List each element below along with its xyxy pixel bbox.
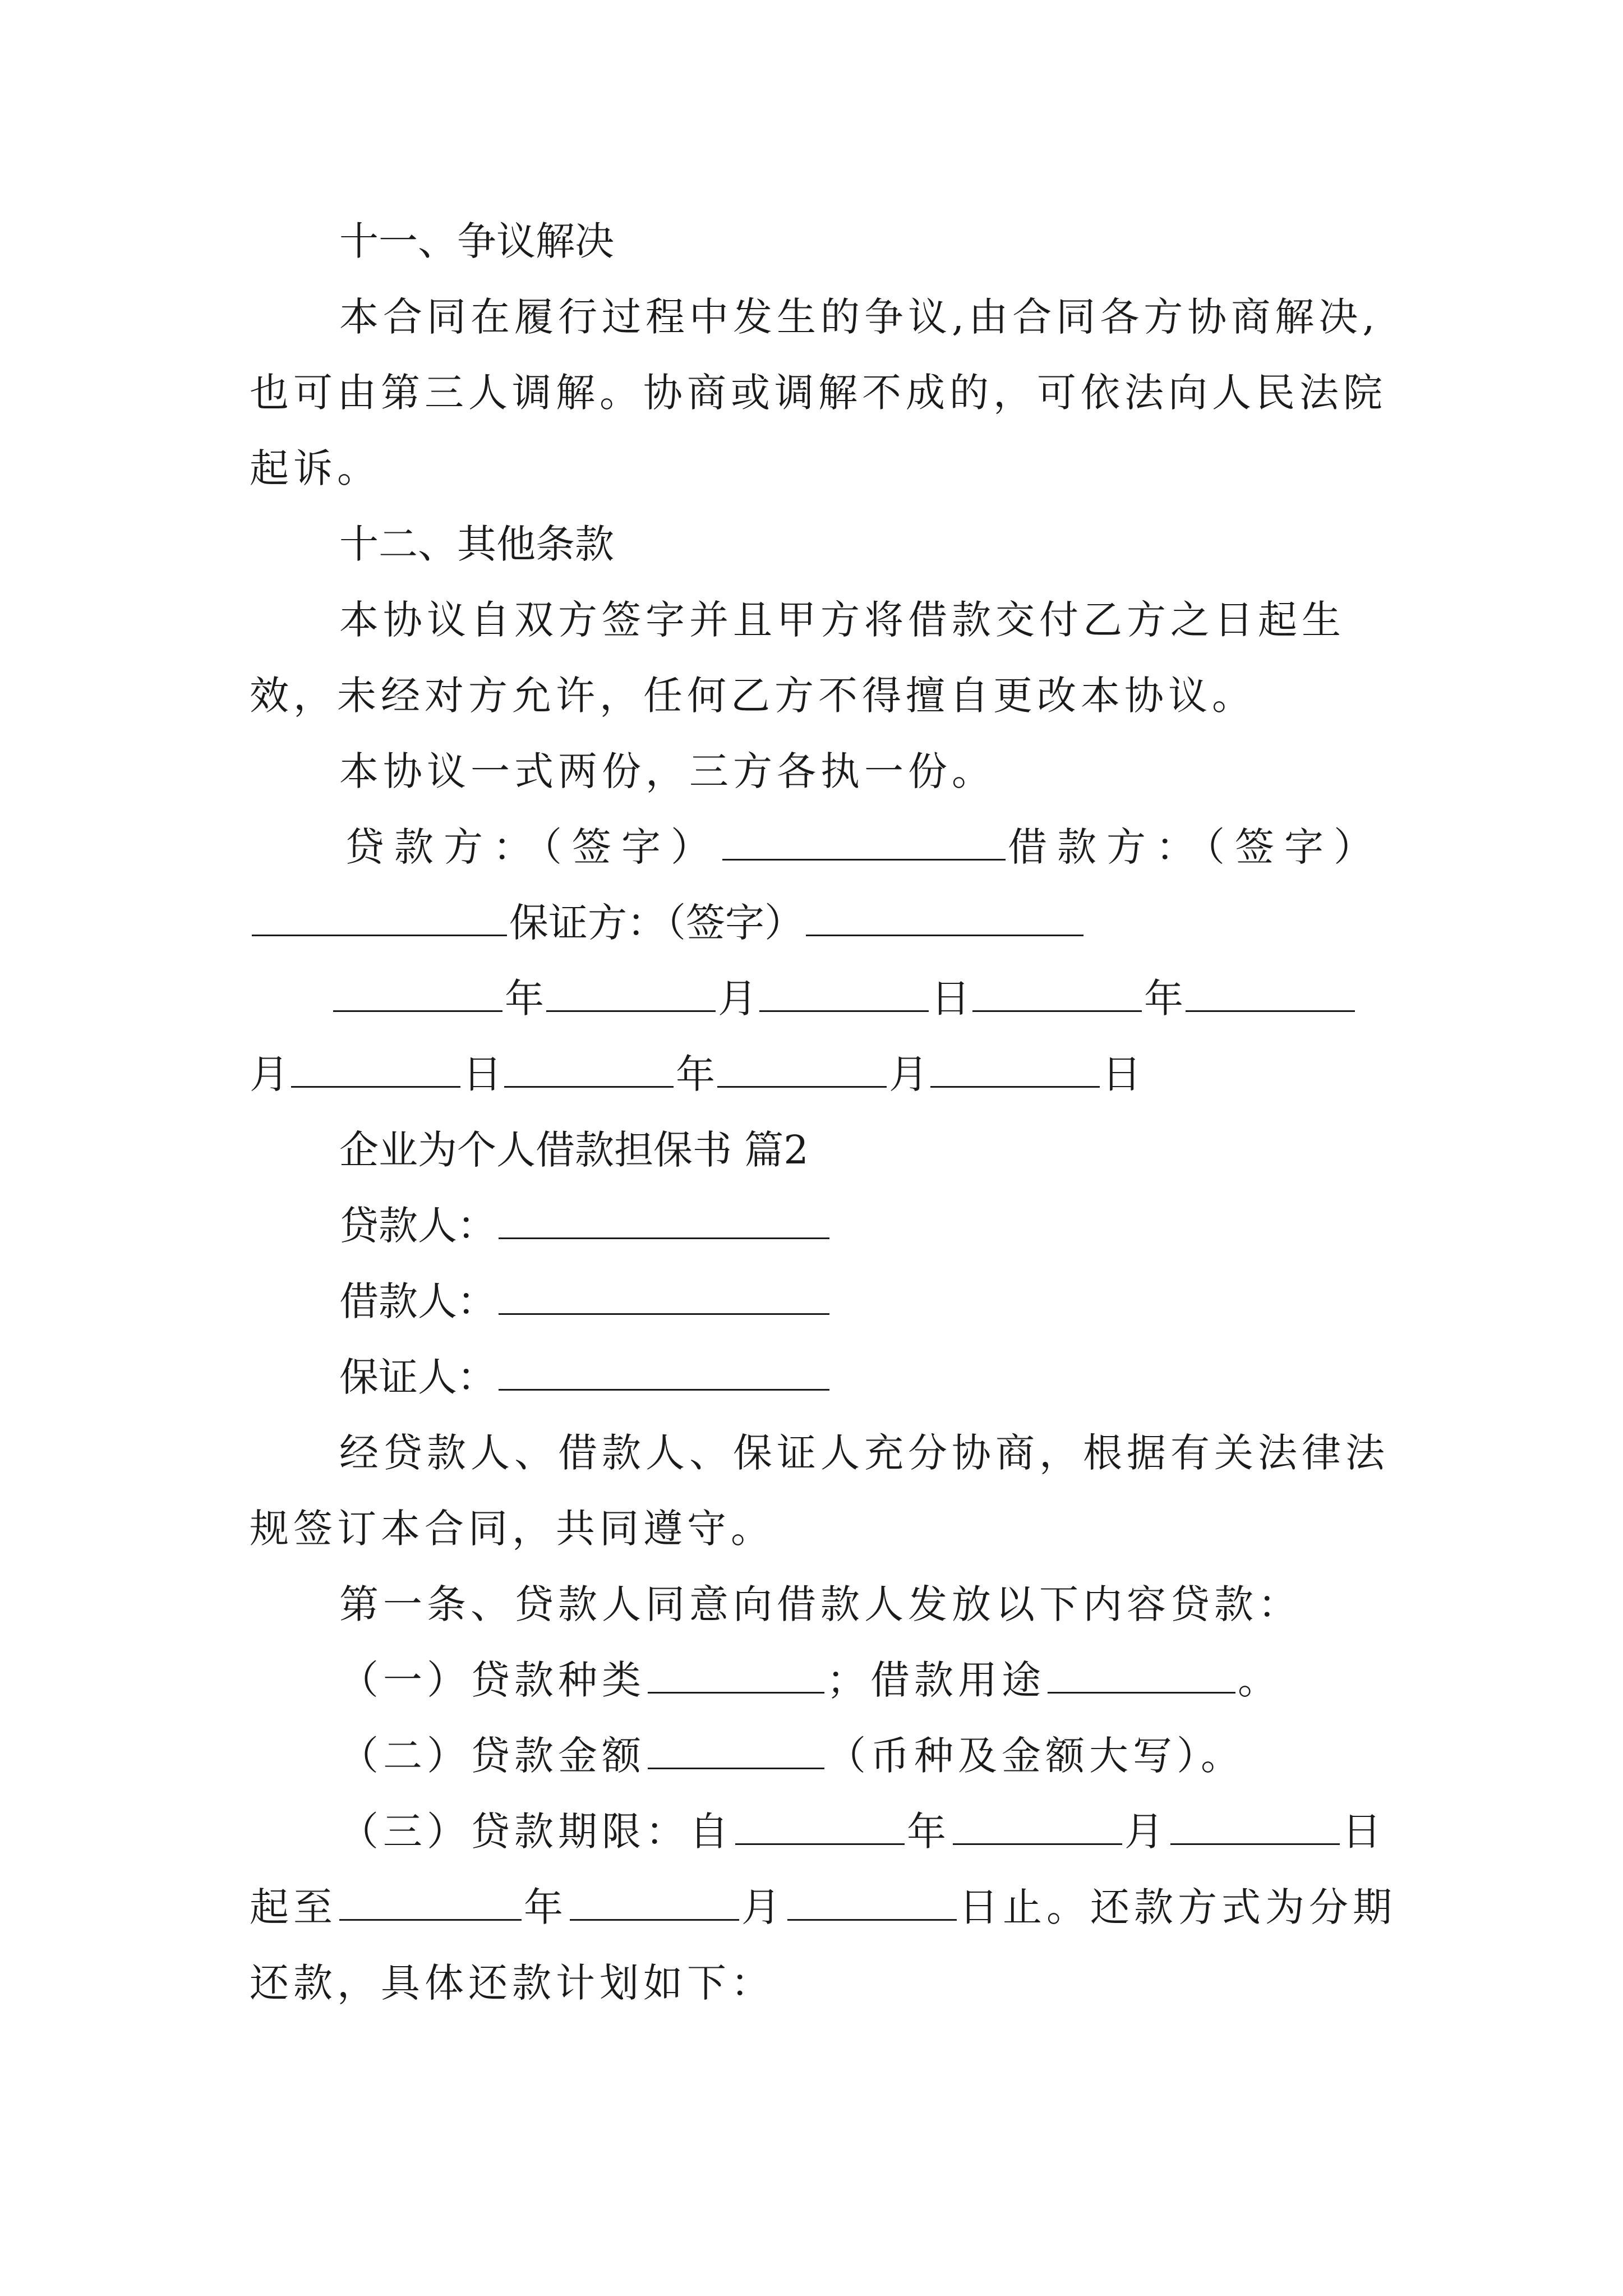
- day-label: 日: [931, 976, 970, 1022]
- loan-purpose-end: 。: [1238, 1657, 1281, 1703]
- section-12-heading: 十二、其他条款: [339, 521, 614, 567]
- date-blank[interactable]: [333, 979, 502, 1012]
- borrower-signature-label: 借款方：（签字）: [1008, 824, 1383, 870]
- date-blank[interactable]: [787, 1888, 957, 1921]
- year-label: 年: [524, 1884, 568, 1930]
- loan-type-line: [339, 1657, 1281, 1703]
- date-blank[interactable]: [759, 979, 929, 1012]
- lender-party-label: 贷款人：: [339, 1203, 496, 1249]
- date-blank[interactable]: [735, 1812, 905, 1845]
- date-line-1: [331, 976, 1357, 1022]
- lender-party-line: [339, 1203, 832, 1249]
- section-12-paragraph-line-1: 本协议自双方签字并且甲方将借款交付乙方之日起生: [339, 597, 1345, 643]
- date-blank[interactable]: [1186, 979, 1355, 1012]
- year-label: 年: [676, 1051, 715, 1097]
- intro-paragraph-line-1: 经贷款人、借款人、保证人充分协商，根据有关法律法: [339, 1430, 1389, 1476]
- copies-statement: 本协议一式两份，三方各执一份。: [339, 748, 995, 794]
- day-label: 日: [463, 1051, 502, 1097]
- loan-amount-note: （币种及金额大写）。: [827, 1733, 1244, 1779]
- date-blank[interactable]: [291, 1055, 460, 1088]
- month-label: 月: [741, 1884, 785, 1930]
- loan-term-from-label: 起至: [250, 1884, 337, 1930]
- month-label: 月: [889, 1051, 928, 1097]
- year-label: 年: [505, 976, 544, 1022]
- section-11-paragraph-line-3: 起诉。: [250, 445, 381, 491]
- repayment-method-text: 日止。还款方式为分期: [959, 1884, 1396, 1930]
- date-blank[interactable]: [570, 1888, 739, 1921]
- section-11-paragraph-line-2: 也可由第三人调解。协商或调解不成的，可依法向人民法院: [250, 370, 1387, 416]
- guarantor-party-line: [339, 1354, 832, 1400]
- date-blank[interactable]: [930, 1055, 1100, 1088]
- year-label: 年: [1144, 976, 1183, 1022]
- loan-type-label: （一）贷款种类: [339, 1657, 645, 1703]
- year-label: 年: [907, 1809, 951, 1855]
- loan-term-continued-line: [250, 1884, 1396, 1930]
- article-1-heading: 第一条、贷款人同意向借款人发放以下内容贷款：: [339, 1581, 1302, 1627]
- guarantor-signature-blank[interactable]: [806, 903, 1083, 936]
- loan-amount-line: [339, 1733, 1244, 1779]
- month-label: 月: [250, 1051, 289, 1097]
- date-blank[interactable]: [339, 1888, 522, 1921]
- borrower-signature-blank[interactable]: [252, 903, 507, 936]
- loan-amount-label: （二）贷款金额: [339, 1733, 645, 1779]
- date-blank[interactable]: [717, 1055, 887, 1088]
- part-2-title: 企业为个人借款担保书 篇2: [339, 1127, 809, 1173]
- repayment-plan-line: 还款，具体还款计划如下：: [250, 1960, 774, 2006]
- lender-signature-label: 贷款方：（签字）: [345, 824, 720, 870]
- day-label: 日: [1102, 1051, 1141, 1097]
- signature-line-2: [250, 900, 1086, 946]
- lender-party-blank[interactable]: [499, 1206, 829, 1239]
- date-line-2: [250, 1051, 1141, 1097]
- date-blank[interactable]: [504, 1055, 674, 1088]
- day-label: 日: [1342, 1809, 1386, 1855]
- loan-purpose-label: ；借款用途: [827, 1657, 1045, 1703]
- borrower-party-line: [339, 1278, 832, 1324]
- lender-signature-blank[interactable]: [722, 827, 1006, 861]
- borrower-party-blank[interactable]: [499, 1282, 829, 1315]
- guarantor-signature-label: 保证方：（签字）: [509, 900, 804, 946]
- section-11-heading: 十一、争议解决: [339, 218, 614, 264]
- guarantor-party-blank[interactable]: [499, 1358, 829, 1391]
- loan-purpose-blank[interactable]: [1048, 1660, 1235, 1694]
- month-label: 月: [1124, 1809, 1168, 1855]
- loan-amount-blank[interactable]: [648, 1736, 824, 1769]
- date-blank[interactable]: [972, 979, 1142, 1012]
- signature-line-1: [345, 824, 1383, 870]
- loan-term-label: （三）贷款期限：自: [339, 1809, 733, 1855]
- guarantor-party-label: 保证人：: [339, 1354, 496, 1400]
- section-11-paragraph-line-1: 本合同在履行过程中发生的争议,由合同各方协商解决,: [339, 294, 1380, 340]
- month-label: 月: [718, 976, 757, 1022]
- date-blank[interactable]: [546, 979, 716, 1012]
- loan-type-blank[interactable]: [648, 1660, 824, 1694]
- date-blank[interactable]: [953, 1812, 1122, 1845]
- loan-term-line: [339, 1809, 1386, 1855]
- borrower-party-label: 借款人：: [339, 1278, 496, 1324]
- intro-paragraph-line-2: 规签订本合同，共同遵守。: [250, 1506, 774, 1552]
- date-blank[interactable]: [1170, 1812, 1340, 1845]
- section-12-paragraph-line-2: 效，未经对方允许，任何乙方不得擅自更改本协议。: [250, 673, 1256, 719]
